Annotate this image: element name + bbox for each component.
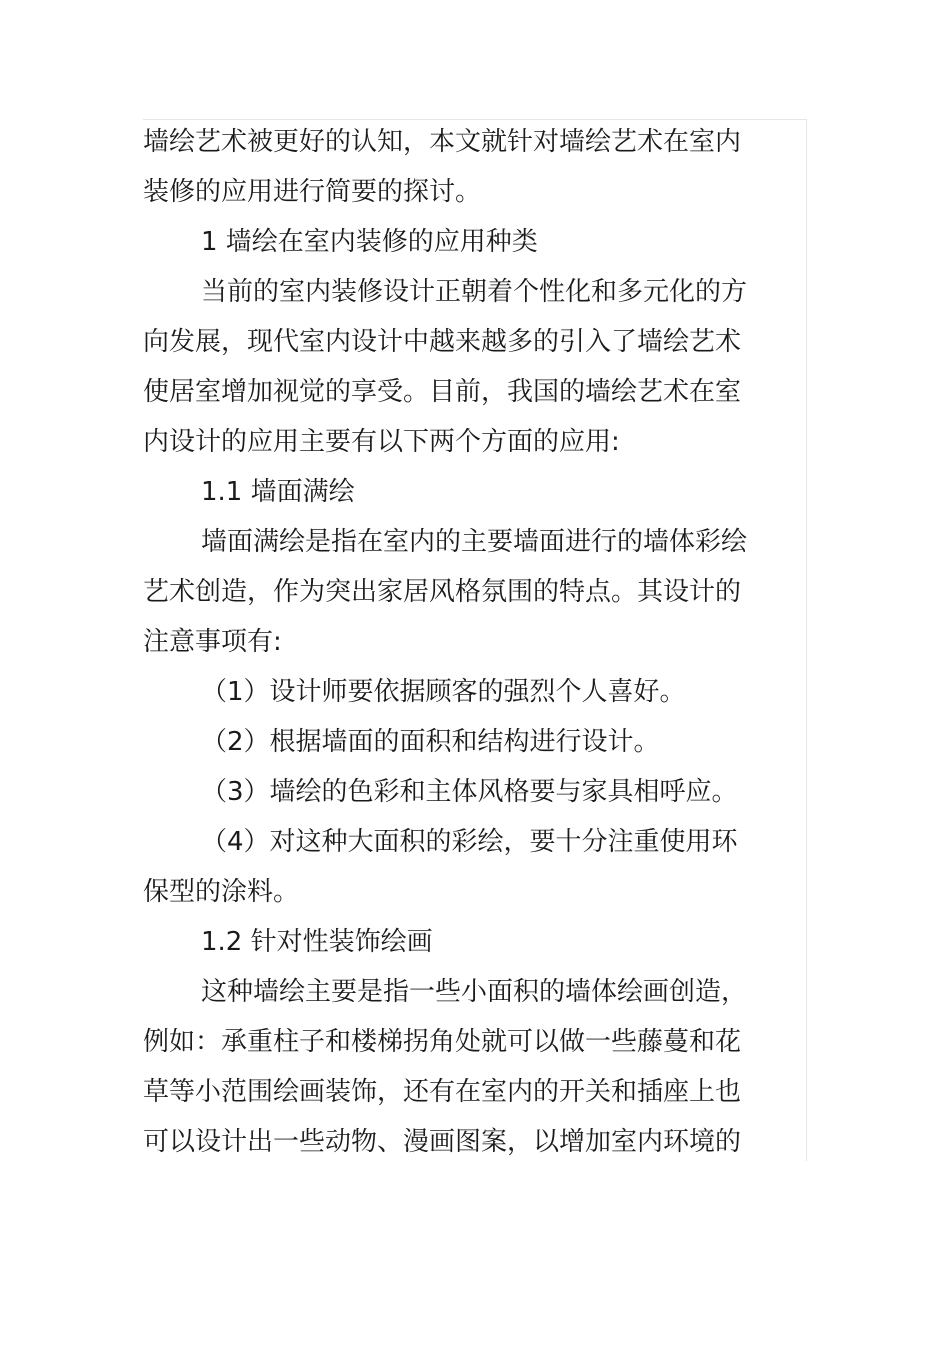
text-line: 墙绘艺术被更好的认知，本文就针对墙绘艺术在室内 — [143, 127, 742, 157]
text-line: 装修的应用进行简要的探讨。 — [143, 177, 482, 207]
text-line: （4）对这种大面积的彩绘，要十分注重使用环 — [201, 827, 738, 857]
text-line: 使居室增加视觉的享受。目前，我国的墙绘艺术在室 — [143, 377, 742, 407]
text-line: 内设计的应用主要有以下两个方面的应用: — [143, 427, 620, 457]
text-line: 草等小范围绘画装饰，还有在室内的开关和插座上也 — [143, 1077, 742, 1107]
text-line: 向发展，现代室内设计中越来越多的引入了墙绘艺术 — [143, 327, 742, 357]
text-line: （1）设计师要依据顾客的强烈个人喜好。 — [201, 677, 686, 707]
text-line: 墙面满绘是指在室内的主要墙面进行的墙体彩绘 — [201, 527, 748, 557]
text-line: 1.1 墙面满绘 — [201, 477, 355, 507]
document-body — [143, 117, 783, 1167]
text-line: （2）根据墙面的面积和结构进行设计。 — [201, 727, 660, 757]
text-line: 例如：承重柱子和楼梯拐角处就可以做一些藤蔓和花 — [143, 1027, 742, 1057]
text-line: 当前的室内装修设计正朝着个性化和多元化的方 — [201, 277, 748, 307]
text-line: 这种墙绘主要是指一些小面积的墙体绘画创造， — [201, 977, 748, 1007]
text-line: （3）墙绘的色彩和主体风格要与家具相呼应。 — [201, 777, 738, 807]
text-line: 保型的涂料。 — [143, 877, 300, 907]
text-line: 可以设计出一些动物、漫画图案，以增加室内环境的 — [143, 1127, 742, 1157]
text-line: 注意事项有: — [143, 627, 282, 657]
text-line: 1 墙绘在室内装修的应用种类 — [201, 227, 538, 257]
text-line: 艺术创造，作为突出家居风格氛围的特点。其设计的 — [143, 577, 742, 607]
text-line: 1.2 针对性装饰绘画 — [201, 927, 433, 957]
